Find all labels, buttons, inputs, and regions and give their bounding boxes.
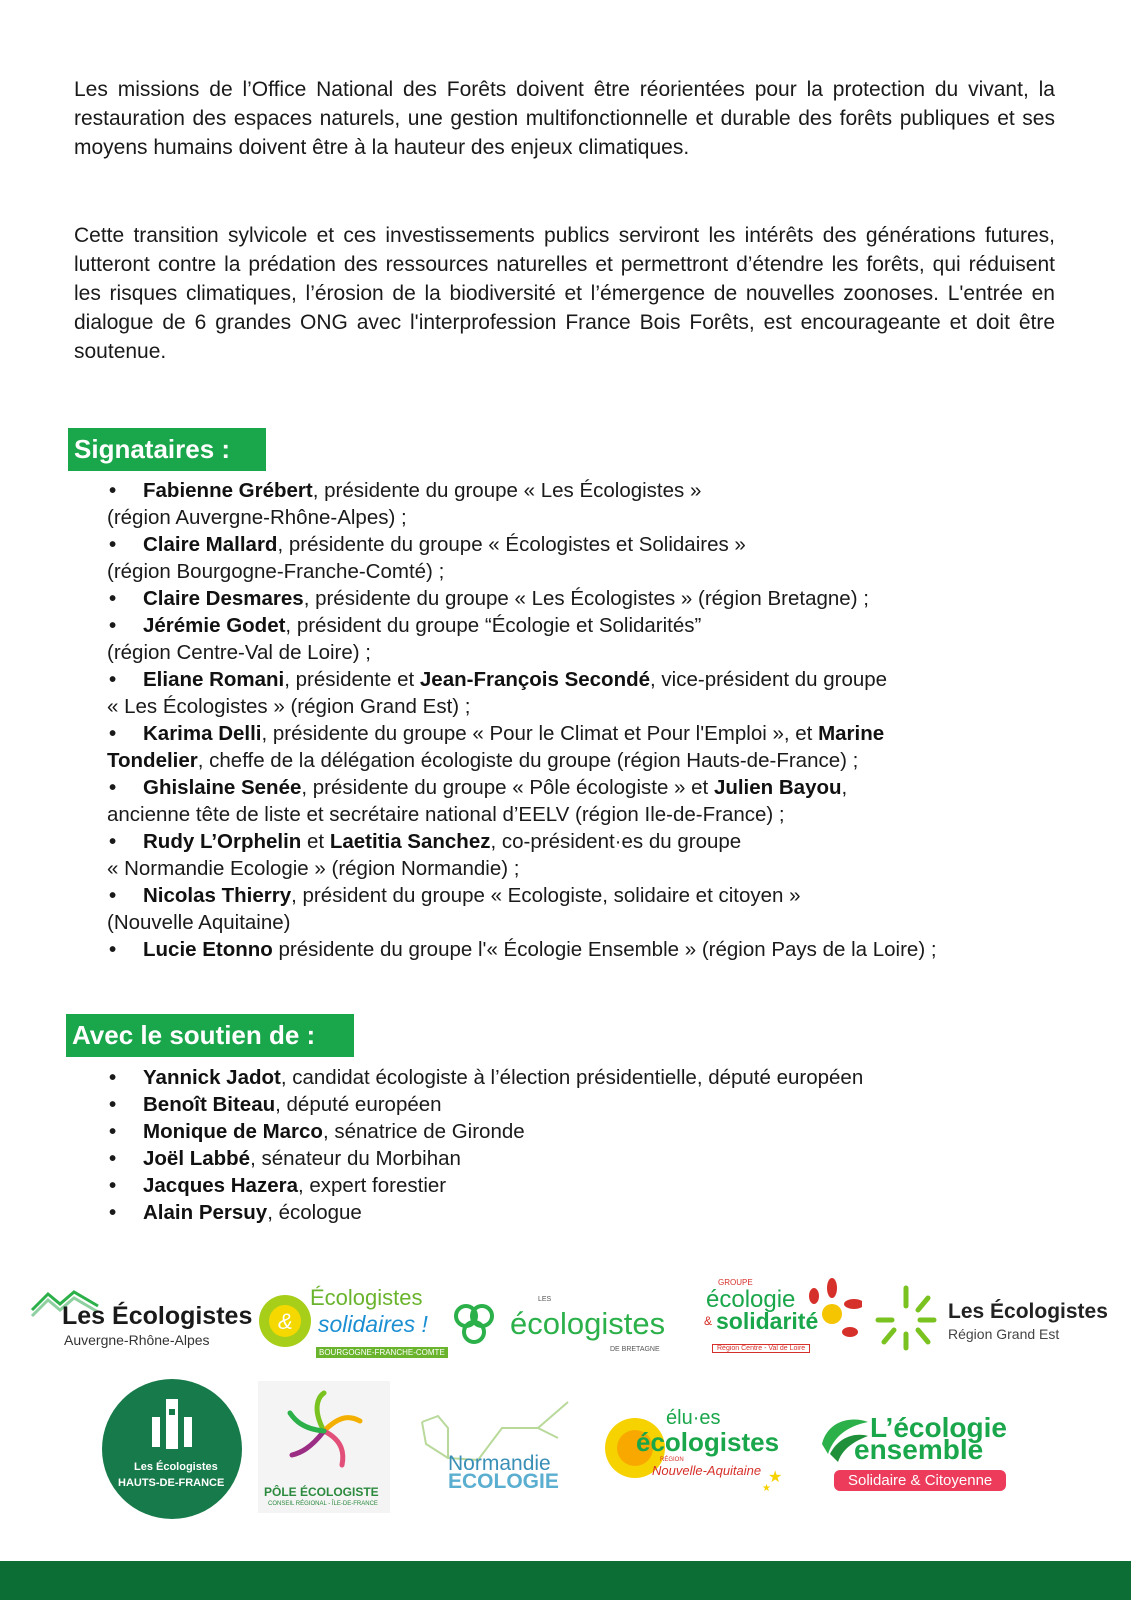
signataire-region: « Les Écologistes » (région Grand Est) ; (107, 695, 471, 718)
logo-cvl-small: GROUPE (718, 1278, 753, 1287)
soutien-name: Monique de Marco (143, 1120, 323, 1143)
bullet-icon: • (109, 776, 117, 799)
signataire-role: , présidente du groupe « Pour le Climat et Pour l'Emploi », et (261, 722, 819, 745)
signataire-line (109, 477, 1109, 504)
bullet-icon: • (109, 722, 117, 745)
signataire-region: (Nouvelle Aquitaine) (107, 911, 291, 934)
signataire-role: , présidente du groupe « Écologistes et Solidaires » (277, 533, 746, 556)
signataire-name-2: Jean-François Secondé (419, 668, 651, 691)
logo-hdf-title: Les Écologistes (134, 1461, 218, 1473)
bullet-icon: • (109, 938, 117, 961)
soutien-name: Jacques Hazera (143, 1174, 298, 1197)
signataire-line (109, 774, 1109, 801)
logo-ecologie-solidarite-cvl (704, 1278, 860, 1360)
belfry-icon (142, 1395, 202, 1455)
signataire-item (109, 828, 1109, 882)
signataire-role: , présidente et (284, 668, 420, 691)
soutien-role: , sénateur du Morbihan (250, 1147, 461, 1170)
bullet-icon: • (109, 884, 117, 907)
logo-bfc-sub: BOURGOGNE-FRANCHE-COMTE (316, 1347, 448, 1358)
signataire-name: Lucie Etonno (143, 938, 273, 961)
logo-normandie-title: Normandie (448, 1452, 551, 1475)
signataire-name: Jérémie Godet (143, 614, 286, 637)
signataire-line (109, 720, 1109, 747)
soutien-name: Benoît Biteau (143, 1093, 276, 1116)
logo-pole-ecologiste-idf (258, 1381, 390, 1513)
soutien-role: , expert forestier (297, 1174, 447, 1197)
signataire-continuation (107, 558, 1109, 585)
soutien-item (109, 1172, 1109, 1199)
bullet-icon: • (109, 1120, 117, 1143)
bullet-icon: • (109, 533, 117, 556)
signataire-region: ancienne tête de liste et secrétaire national d’EELV (région Ile-de-France) ; (107, 803, 785, 826)
signataire-continuation (107, 855, 1109, 882)
signataire-continuation (107, 801, 1109, 828)
signataire-region: (région Centre-Val de Loire) ; (107, 641, 371, 664)
logo-pdl-sub: Solidaire & Citoyenne (834, 1470, 1006, 1491)
logo-ecologistes-grand-est (874, 1284, 1116, 1352)
paragraph-transition: Cette transition sylvicole et ces investissements publics serviront les intérêts des générations futures, lutteront contre la prédation des ressources naturelles et permettront d’étendre les forêts, qui réduisent les risques climatiques, l’érosion de la biodiversité et l’émergence de nouvelles zoonoses. L'entrée en dialogue de 6 grandes ONG avec l'interprofession France Bois Forêts, est encourageante et doit être soutenue. (74, 224, 1055, 363)
logo-ecologistes-ara (30, 1288, 253, 1350)
soutien-role: , député européen (275, 1093, 442, 1116)
logo-elues-ecologistes-na (600, 1407, 804, 1501)
signataire-line (109, 828, 1109, 855)
signataire-name: Ghislaine Senée (143, 776, 302, 799)
signataire-item (109, 666, 1109, 720)
logo-ecologie-ensemble-pdl (818, 1412, 1030, 1496)
signataire-role: présidente du groupe l'« Écologie Ensemble » (région Pays de la Loire) ; (272, 938, 937, 961)
bullet-icon: • (109, 587, 117, 610)
signataire-item (109, 774, 1109, 828)
signataire-continuation (107, 693, 1109, 720)
signataire-role-2: , co-président·es du groupe (490, 830, 742, 853)
signataire-item (109, 720, 1109, 774)
signataire-region: (région Auvergne-Rhône-Alpes) ; (107, 506, 407, 529)
logo-pdl-title2: ensemble (854, 1434, 984, 1465)
signataire-role: , président du groupe “Écologie et Solidarités” (285, 614, 702, 637)
logo-bfc-title: Écologistes (310, 1285, 423, 1310)
logo-na-title: écologistes (636, 1427, 780, 1457)
soutien-item (109, 1145, 1109, 1172)
signataire-name: Claire Mallard (143, 533, 278, 556)
signataire-continuation (107, 747, 1109, 774)
signataire-line (109, 612, 1109, 639)
signataire-name-2: Marine (818, 722, 885, 745)
signataire-continuation (107, 909, 1109, 936)
signataire-role-2: , (841, 776, 848, 799)
logo-ecologistes-hdf (102, 1379, 242, 1519)
footer-bar (0, 1561, 1131, 1600)
bullet-icon: • (109, 1201, 117, 1224)
bullet-icon: • (109, 1174, 117, 1197)
signataire-name-2: Julien Bayou (713, 776, 842, 799)
signataire-name: Rudy L’Orphelin (143, 830, 302, 853)
logo-cvl-sub: Région Centre - Val de Loire (712, 1344, 810, 1353)
logo-na-sub: Nouvelle-Aquitaine (652, 1463, 762, 1478)
signataire-line (109, 585, 1109, 612)
signataire-continuation (107, 504, 1109, 531)
logo-normandie-ecologie (418, 1398, 578, 1492)
logo-cvl-title: écologie (706, 1286, 796, 1313)
signataire-name-2: Laetitia Sanchez (329, 830, 491, 853)
signataire-role: , présidente du groupe « Pôle écologiste » et (301, 776, 714, 799)
signataire-line (109, 936, 1109, 963)
signataires-list (109, 477, 1109, 963)
soutien-item (109, 1091, 1109, 1118)
soutien-role: , sénatrice de Gironde (322, 1120, 525, 1143)
logo-bretagne-small: LES (538, 1296, 552, 1303)
signataire-line (109, 531, 1109, 558)
soutien-role: , candidat écologiste à l’élection présidentielle, député européen (280, 1066, 864, 1089)
soutien-name: Joël Labbé (143, 1147, 251, 1170)
bullet-icon: • (109, 479, 117, 502)
signataire-name: Eliane Romani (143, 668, 285, 691)
signataire-item (109, 612, 1109, 666)
signataire-line (109, 666, 1109, 693)
signataire-item (109, 531, 1109, 585)
bullet-icon: • (109, 830, 117, 853)
logo-normandie-title2: ECOLOGIE (448, 1470, 559, 1493)
soutien-name: Yannick Jadot (143, 1066, 281, 1089)
logo-bretagne-title: écologistes (510, 1306, 666, 1341)
signataire-role: , présidente du groupe « Les Écologistes » (région Bretagne) ; (303, 587, 869, 610)
soutien-item (109, 1064, 1109, 1091)
logo-bfc-amp: & (278, 1309, 293, 1334)
bullet-icon: • (109, 614, 117, 637)
signataire-name: Karima Delli (143, 722, 262, 745)
logo-na-region: RÉGION (660, 1457, 684, 1463)
signataire-role-2: , vice-président du groupe (650, 668, 888, 691)
signataire-continuation (107, 639, 1109, 666)
signataire-name: Claire Desmares (143, 587, 304, 610)
bullet-icon: • (109, 668, 117, 691)
triskell-icon (452, 1302, 496, 1346)
signataire-role: et (301, 830, 330, 853)
soutien-item (109, 1199, 1109, 1226)
logo-hdf-sub: HAUTS-DE-FRANCE (118, 1477, 225, 1489)
logo-ara-sub: Auvergne-Rhône-Alpes (64, 1332, 210, 1348)
logo-ecologistes-solidaires-bfc (252, 1277, 445, 1361)
bullet-icon: • (109, 1093, 117, 1116)
soutien-list (109, 1064, 1109, 1226)
soutien-name: Alain Persuy (143, 1201, 268, 1224)
logo-grandest-sub: Région Grand Est (948, 1326, 1060, 1342)
signataire-role: , président du groupe « Ecologiste, solidaire et citoyen » (291, 884, 801, 907)
signataires-heading: Signataires : (68, 428, 266, 471)
logo-ecologistes-bretagne (452, 1296, 684, 1356)
logo-ara-title: Les Écologistes (62, 1302, 253, 1330)
bullet-icon: • (109, 1066, 117, 1089)
pole-flower-icon (282, 1389, 366, 1473)
signataire-region: (région Bourgogne-Franche-Comté) ; (107, 560, 445, 583)
soutien-heading: Avec le soutien de : (66, 1014, 354, 1057)
signataire-item (109, 477, 1109, 531)
sunburst-icon (874, 1284, 938, 1352)
small-star-icon: ★ (762, 1483, 771, 1494)
signataire-region: , cheffe de la délégation écologiste du groupe (région Hauts-de-France) ; (197, 749, 859, 772)
logo-cvl-amp: & (704, 1314, 713, 1328)
logo-pdl-title: L’écologie (870, 1412, 1007, 1443)
bullet-icon: • (109, 1147, 117, 1170)
signataire-item (109, 882, 1109, 936)
logo-idf-title: PÔLE ÉCOLOGISTE (264, 1485, 379, 1499)
logo-na-small: élu·es (666, 1407, 721, 1429)
signataire-item (109, 936, 1109, 963)
soutien-role: , écologue (267, 1201, 362, 1224)
paragraph-onf: Les missions de l’Office National des Forêts doivent être réorientées pour la protection du vivant, la restauration des espaces naturels, une gestion multifonctionnelle et durable des forêts publiques et ses moyens humains doivent être à la hauteur des enjeux climatiques. (74, 78, 1055, 159)
soutien-item (109, 1118, 1109, 1145)
signataire-role: , présidente du groupe « Les Écologistes » (312, 479, 702, 502)
signataire-name: Fabienne Grébert (143, 479, 313, 502)
signataire-name: Nicolas Thierry (143, 884, 292, 907)
logo-grandest-title: Les Écologistes (948, 1300, 1108, 1323)
signataire-region: « Normandie Ecologie » (région Normandie) ; (107, 857, 520, 880)
logo-idf-sub: CONSEIL RÉGIONAL - ÎLE-DE-FRANCE (268, 1501, 378, 1507)
logo-bfc-title2: solidaires ! (318, 1311, 428, 1337)
logo-bretagne-sub: DE BRETAGNE (610, 1346, 660, 1353)
signataire-line (109, 882, 1109, 909)
star-icon: ★ (768, 1469, 783, 1486)
logo-cvl-title2: solidarité (716, 1308, 819, 1334)
signataire-name-3: Tondelier (107, 749, 198, 772)
signataire-item (109, 585, 1109, 612)
